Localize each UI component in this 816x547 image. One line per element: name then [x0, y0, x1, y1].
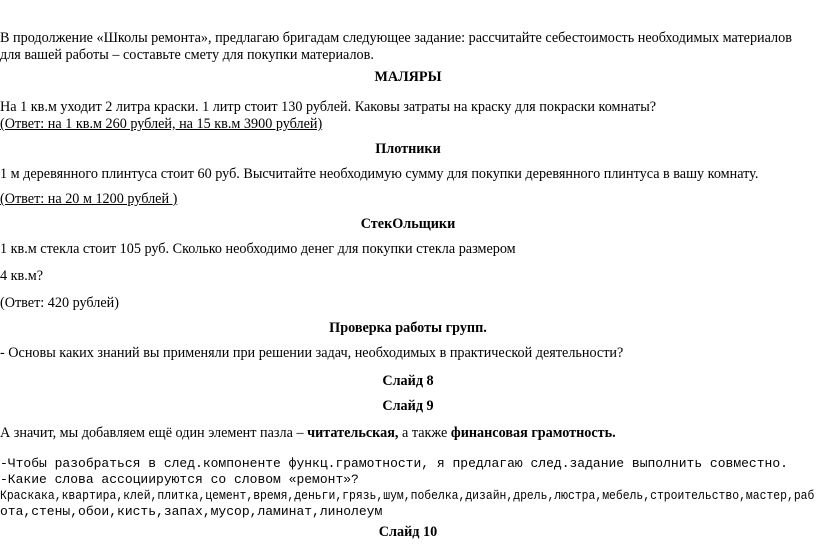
glaziers-task-line-2: 4 кв.м? — [0, 268, 44, 284]
puzzle-bold-reading: читательская, — [307, 425, 399, 441]
heading-painters: МАЛЯРЫ — [374, 69, 442, 85]
slide-10-label: Слайд 10 — [378, 524, 438, 540]
slide-8-label: Слайд 8 — [382, 373, 434, 389]
glaziers-task-line-1: 1 кв.м стекла стоит 105 руб. Сколько необходимо денег для покупки стекла размером — [0, 241, 516, 257]
puzzle-middle: а также — [398, 425, 451, 441]
words-line-1: Краскака,квартира,клей,плитка,цемент,время,деньги,грязь,шум,побелка,дизайн,дрель,люстра,мебель,строительство,мастер,раб — [0, 488, 815, 503]
painters-task: На 1 кв.м уходит 2 литра краски. 1 литр стоит 130 рублей. Каковы затраты на краску для покраски комнаты? — [0, 99, 657, 115]
heading-carpenters: Плотники — [375, 141, 441, 157]
painters-answer: (Ответ: на 1 кв.м 260 рублей, на 15 кв.м 3900 рублей) — [0, 116, 323, 132]
puzzle-prefix: А значит, мы добавляем ещё один элемент пазла – — [0, 425, 308, 441]
puzzle-bold-financial: финансовая грамотность. — [450, 425, 616, 441]
heading-check: Проверка работы групп. — [329, 320, 487, 336]
check-question: - Основы каких знаний вы применяли при решении задач, необходимых в практической деятельности? — [0, 345, 624, 361]
glaziers-answer: (Ответ: 420 рублей) — [0, 295, 119, 311]
intro-line-2: для вашей работы – составьте смету для покупки материалов. — [0, 47, 374, 63]
task-line-1: -Чтобы разобраться в след.компоненте функц.грамотности, я предлагаю след.задание выполнить совместно. — [0, 456, 788, 471]
words-line-2: ота,стены,обои,кисть,запах,мусор,ламинат,линолеум — [0, 504, 383, 519]
slide-9-label: Слайд 9 — [382, 398, 434, 414]
intro-line-1: В продолжение «Школы ремонта», предлагаю бригадам следующее задание: рассчитайте себестоимость необходимых материалов — [0, 30, 792, 46]
puzzle-line — [0, 424, 616, 442]
carpenters-task: 1 м деревянного плинтуса стоит 60 руб. Высчитайте необходимую сумму для покупки деревянного плинтуса в вашу комнату. — [0, 166, 759, 182]
task-line-2: -Какие слова ассоциируются со словом «ремонт»? — [0, 472, 359, 487]
carpenters-answer: (Ответ: на 20 м 1200 рублей ) — [0, 191, 178, 207]
heading-glaziers: СтекОльщики — [360, 216, 456, 232]
